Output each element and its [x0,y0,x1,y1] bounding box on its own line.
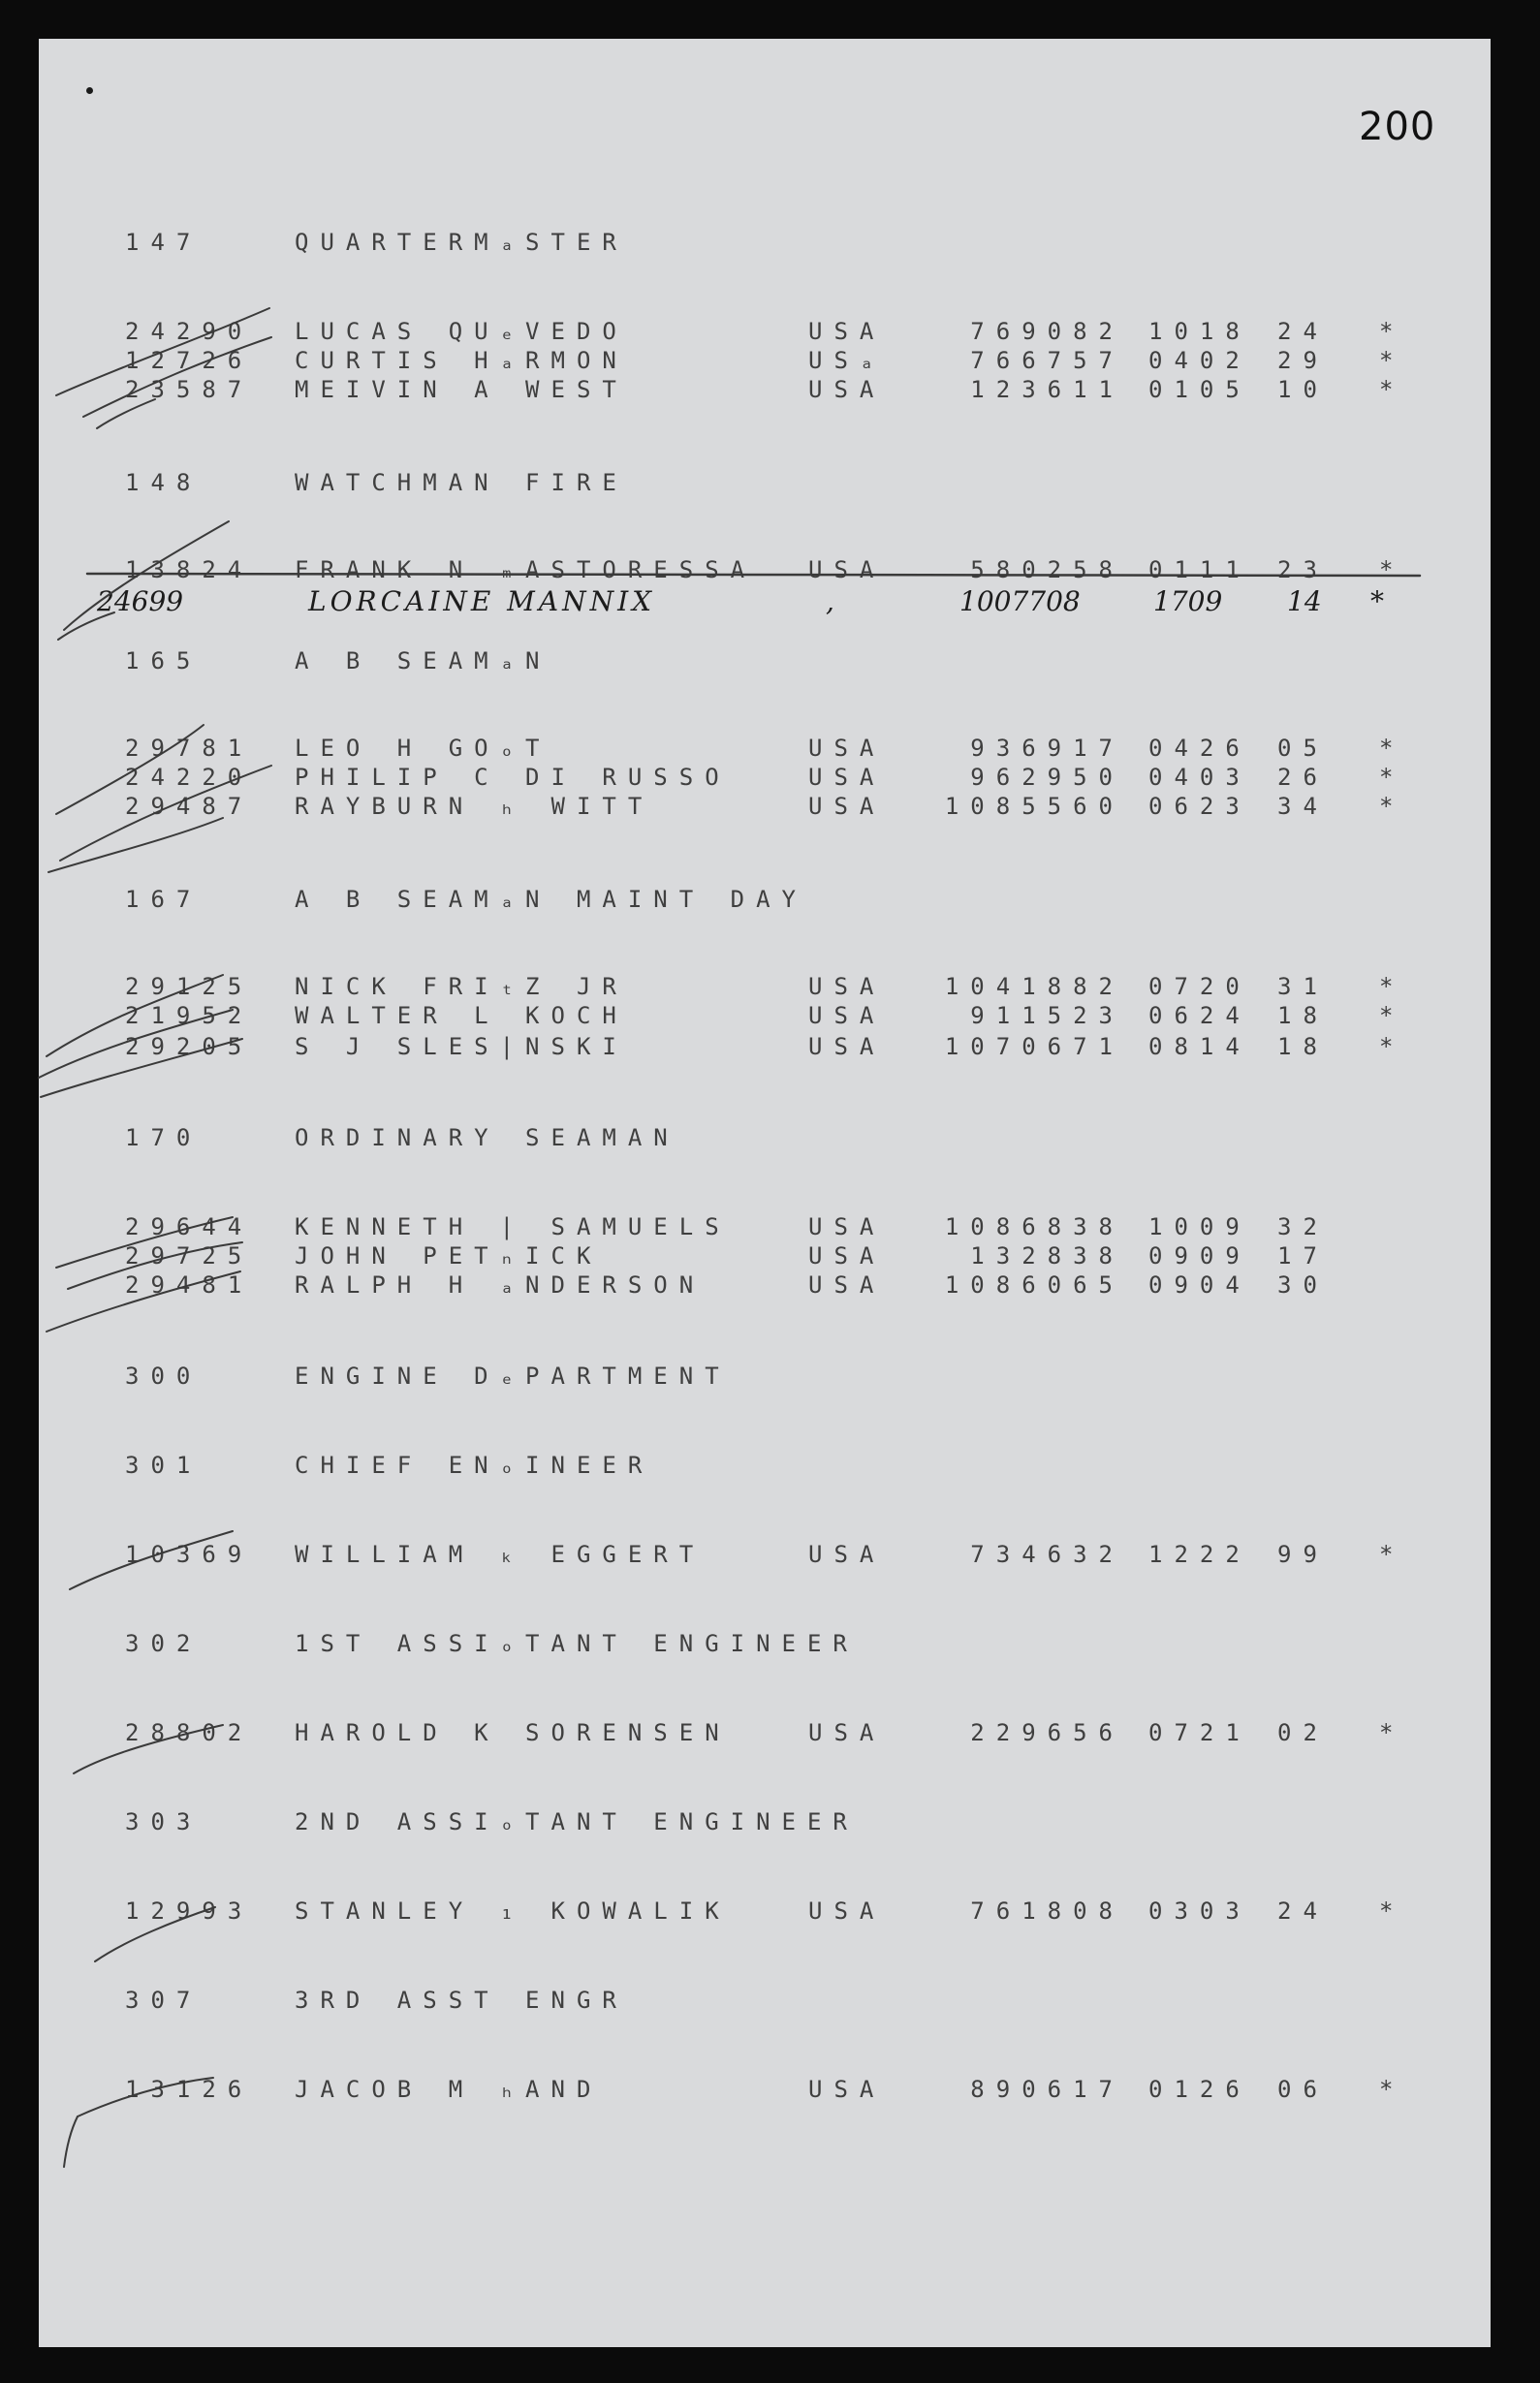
crew-age: 18 [1277,1033,1329,1060]
crew-date: 0720 [1148,973,1251,1000]
crew-number: 1086065 [944,1271,1124,1299]
crew-number: 1070671 [944,1033,1124,1060]
crew-date: 0105 [1148,376,1251,403]
crew-citizenship: USA [808,318,886,345]
crew-citizenship: USA [808,1719,886,1746]
crew-number: 132838 [970,1242,1124,1270]
crew-number: 734632 [970,1541,1124,1568]
crew-code: 29781 [125,735,254,762]
crew-name: CURTIS HₐRMON [295,347,628,374]
crew-citizenship: USA [808,735,886,762]
section-code: 300 [125,1363,203,1390]
crew-mark: * [1379,556,1405,583]
crew-age: 23 [1277,556,1329,583]
crew-citizenship: USₐ [808,347,886,374]
crew-code: 29725 [125,1242,254,1270]
handwritten-age: 14 [1287,585,1322,617]
crew-name: FRANK N ₘASTORESSA [295,556,757,583]
crew-code: 21952 [125,1002,254,1029]
crew-age: 10 [1277,376,1329,403]
crew-mark: * [1379,1719,1405,1746]
crew-age: 99 [1277,1541,1329,1568]
crew-citizenship: USA [808,1002,886,1029]
crew-citizenship: USA [808,376,886,403]
section-title: 2ND ASSIₒTANT ENGINEER [295,1808,859,1835]
section-code: 147 [125,229,203,256]
ink-dot [86,87,93,94]
crew-age: 26 [1277,764,1329,791]
section-code: 301 [125,1452,203,1479]
section-code: 148 [125,469,203,496]
crew-age: 30 [1277,1271,1329,1299]
crew-citizenship: USA [808,556,886,583]
crew-code: 29487 [125,793,254,820]
crew-code: 29125 [125,973,254,1000]
crew-date: 0814 [1148,1033,1251,1060]
crew-date: 0624 [1148,1002,1251,1029]
crew-number: 890617 [970,2076,1124,2103]
crew-number: 936917 [970,735,1124,762]
crew-mark: * [1379,973,1405,1000]
crew-age: 24 [1277,1897,1329,1925]
crew-code: 23587 [125,376,254,403]
crew-code: 29481 [125,1271,254,1299]
section-title: QUARTERMₐSTER [295,229,628,256]
crew-citizenship: USA [808,1242,886,1270]
crew-date: 0126 [1148,2076,1251,2103]
crew-age: 17 [1277,1242,1329,1270]
section-title: ENGINE DₑPARTMENT [295,1363,731,1390]
crew-citizenship: USA [808,1271,886,1299]
crew-name: HAROLD K SORENSEN [295,1719,731,1746]
section-title: CHIEF ENₒINEER [295,1452,654,1479]
crew-age: 06 [1277,2076,1329,2103]
crew-age: 32 [1277,1213,1329,1240]
crew-name: S J SLES|NSKI [295,1033,628,1060]
crew-number: 580258 [970,556,1124,583]
section-title: ORDINARY SEAMAN [295,1124,679,1151]
crew-mark: * [1379,2076,1405,2103]
crew-mark: * [1379,1002,1405,1029]
crew-mark: * [1379,1033,1405,1060]
section-title: WATCHMAN FIRE [295,469,628,496]
section-title: 1ST ASSIₒTANT ENGINEER [295,1630,859,1657]
crew-mark: * [1379,318,1405,345]
crew-date: 0623 [1148,793,1251,820]
crew-number: 766757 [970,347,1124,374]
crew-code: 12726 [125,347,254,374]
crew-name: JACOB M ₕAND [295,2076,603,2103]
section-title: A B SEAMₐN [295,647,551,674]
handwritten-citizenship: , [826,585,834,617]
page-number: 200 [1359,105,1436,149]
crew-number: 1041882 [944,973,1124,1000]
crew-number: 229656 [970,1719,1124,1746]
crew-name: KENNETH | SAMUELS [295,1213,731,1240]
crew-age: 05 [1277,735,1329,762]
crew-citizenship: USA [808,973,886,1000]
crew-mark: * [1379,347,1405,374]
crew-date: 0303 [1148,1897,1251,1925]
crew-citizenship: USA [808,764,886,791]
crew-mark: * [1379,793,1405,820]
crew-mark: * [1379,1897,1405,1925]
crew-date: 0721 [1148,1719,1251,1746]
section-title: 3RD ASST ENGR [295,1987,628,2014]
crew-citizenship: USA [808,1213,886,1240]
crew-age: 31 [1277,973,1329,1000]
crew-name: LEO H GOₒT [295,735,551,762]
crew-name: RAYBURN ₕ WITT [295,793,654,820]
crew-citizenship: USA [808,793,886,820]
crew-date: 0904 [1148,1271,1251,1299]
handwritten-name: LORCAINE MANNIX [308,585,656,617]
handwritten-mark: * [1370,585,1384,617]
crew-date: 0909 [1148,1242,1251,1270]
crew-name: MEIVIN A WEST [295,376,628,403]
crew-date: 0403 [1148,764,1251,791]
section-code: 165 [125,647,203,674]
crew-number: 761808 [970,1897,1124,1925]
crew-citizenship: USA [808,1033,886,1060]
crew-code: 13126 [125,2076,254,2103]
crew-citizenship: USA [808,2076,886,2103]
crew-age: 02 [1277,1719,1329,1746]
crew-citizenship: USA [808,1897,886,1925]
crew-name: STANLEY ₁ KOWALIK [295,1897,731,1925]
crew-code: 13824 [125,556,254,583]
section-code: 302 [125,1630,203,1657]
crew-mark: * [1379,1541,1405,1568]
section-code: 170 [125,1124,203,1151]
crew-date: 0111 [1148,556,1251,583]
handwritten-number: 1007708 [959,585,1081,617]
crew-mark: * [1379,376,1405,403]
crew-name: RALPH H ₐNDERSON [295,1271,706,1299]
section-code: 167 [125,886,203,913]
crew-citizenship: USA [808,1541,886,1568]
crew-number: 1086838 [944,1213,1124,1240]
crew-number: 911523 [970,1002,1124,1029]
crew-name: NICK FRIₜZ JR [295,973,628,1000]
crew-code: 12993 [125,1897,254,1925]
handwritten-date: 1709 [1153,585,1223,617]
crew-code: 24290 [125,318,254,345]
crew-code: 24220 [125,764,254,791]
crew-name: JOHN PETₙICK [295,1242,603,1270]
crew-age: 29 [1277,347,1329,374]
crew-name: WALTER L KOCH [295,1002,628,1029]
crew-date: 0402 [1148,347,1251,374]
crew-mark: * [1379,764,1405,791]
crew-code: 28802 [125,1719,254,1746]
crew-number: 769082 [970,318,1124,345]
crew-date: 0426 [1148,735,1251,762]
crew-age: 18 [1277,1002,1329,1029]
crew-number: 962950 [970,764,1124,791]
crew-mark: * [1379,735,1405,762]
crew-date: 1009 [1148,1213,1251,1240]
section-code: 307 [125,1987,203,2014]
section-title: A B SEAMₐN MAINT DAY [295,886,807,913]
crew-name: WILLIAM ₖ EGGERT [295,1541,706,1568]
crew-name: PHILIP C DI RUSSO [295,764,731,791]
crew-name: LUCAS QUₑVEDO [295,318,628,345]
crew-date: 1222 [1148,1541,1251,1568]
crew-number: 123611 [970,376,1124,403]
crew-code: 29644 [125,1213,254,1240]
crew-code: 29205 [125,1033,254,1060]
handwritten-code: 24699 [97,585,184,617]
crew-code: 10369 [125,1541,254,1568]
crew-date: 1018 [1148,318,1251,345]
crew-age: 34 [1277,793,1329,820]
crew-age: 24 [1277,318,1329,345]
section-code: 303 [125,1808,203,1835]
crew-number: 1085560 [944,793,1124,820]
